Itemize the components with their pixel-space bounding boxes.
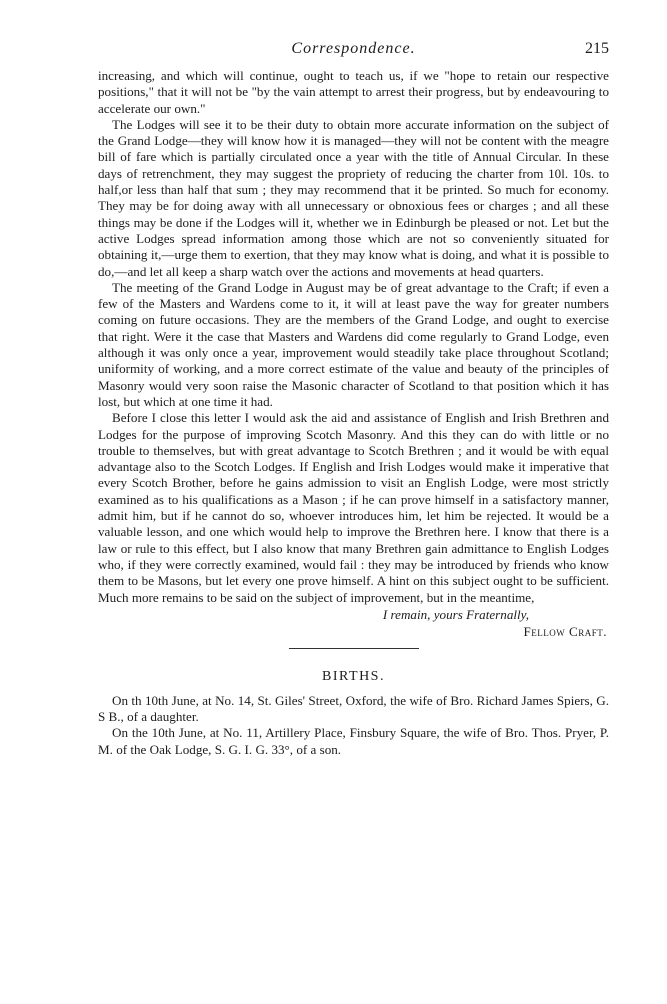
births-heading: BIRTHS. xyxy=(322,668,385,684)
closing-line: I remain, yours Fraternally, xyxy=(382,606,529,622)
running-title: Correspondence. xyxy=(291,40,416,57)
signature: Fellow Craft. xyxy=(523,623,607,639)
paragraph-lodges: The Lodges will see it to be their duty to obtain more accurate information on the subject of the Grand Lodge—they will know how it is managed—they will not be content with the meagre bill of fare which is partially circulated once a year with the title of Annual Circular. In these days of retrenchment, they may suggest the propriety of reducing the charter from 10l. 10s. to half,or less than half that sum ; they may recommend that it be printed. So much for economy. They may be for doing away with all unnecessary or obnoxious fees or charges ; and all these things may be done if the Lodges will it, whether we in Edinburgh be pleased or not. Let but the active Lodges spread information among those which are not so conveniently situated for obtaining it,—urge them to exertion, that they may know what is doing, and what it is possible to do,—and let all keep a sharp watch over the actions and movements at head quarters. xyxy=(98,116,609,279)
running-header xyxy=(98,40,609,68)
birth-notice-spiers: On th 10th June, at No. 14, St. Giles' Street, Oxford, the wife of Bro. Richard James Spiers, G. S B., of a daughter. xyxy=(98,692,609,725)
page-number: 215 xyxy=(585,40,609,57)
letter-body xyxy=(98,68,609,606)
paragraph-english-irish-brethren: Before I close this letter I would ask the aid and assistance of English and Irish Brethren and Lodges for the purpose of improving Scotch Masonry. And this they can do with little or no trouble to themselves, but with great advantage to Scotch Brethren ; and it would be with equal advantage also to the Scotch Lodges. If English and Irish Lodges would make it imperative that every Scotch Brother, before he gains admission to visit an English Lodge, were most strictly examined as to his qualifications as a Mason ; if he can prove himself in a satisfactory manner, admit him, but if he cannot do so, whoever introduces him, let him be rejected. It would be a valuable lesson, and one which would help to improve the Brethren here. I know that there is a law or rule to this effect, but I also know that many Brethren gain admittance to English Lodges who, if they were correctly examined, would fail : they may be introduced by friends who know them to be Masons, but let every one prove himself. A hint on this subject ought to be sufficient. Much more remains to be said on the subject of improvement, but in the meantime, xyxy=(98,410,609,605)
letter-signoff xyxy=(98,606,609,640)
section-divider xyxy=(289,648,419,649)
paragraph-continued: increasing, and which will continue, ought to teach us, if we "hope to retain our respective positions," that it will not be "by the vain attempt to arrest their progress, but by endeavouring to accelerate our own." xyxy=(98,68,609,116)
birth-notice-pryer: On the 10th June, at No. 11, Artillery Place, Finsbury Square, the wife of Bro. Thos. Pryer, P. M. of the Oak Lodge, S. G. I. G. 33°, of a son. xyxy=(98,725,609,757)
paragraph-grand-lodge-meeting: The meeting of the Grand Lodge in August may be of great advantage to the Craft; if even a few of the Masters and Wardens come to it, it will at least pave the way for greater numbers coming on future occasions. They are the members of the Grand Lodge, and ought to exercise that right. Were it the case that Masters and Wardens did come regularly to Grand Lodge, even although it was only once a year, improvement would steadily take place throughout Scotland; uniformity of working, and a more correct estimate of the value and beauty of the principles of Masonry would very soon raise the Masonic character of Scotland to that position which it has lost, but which at one time it had. xyxy=(98,279,609,409)
